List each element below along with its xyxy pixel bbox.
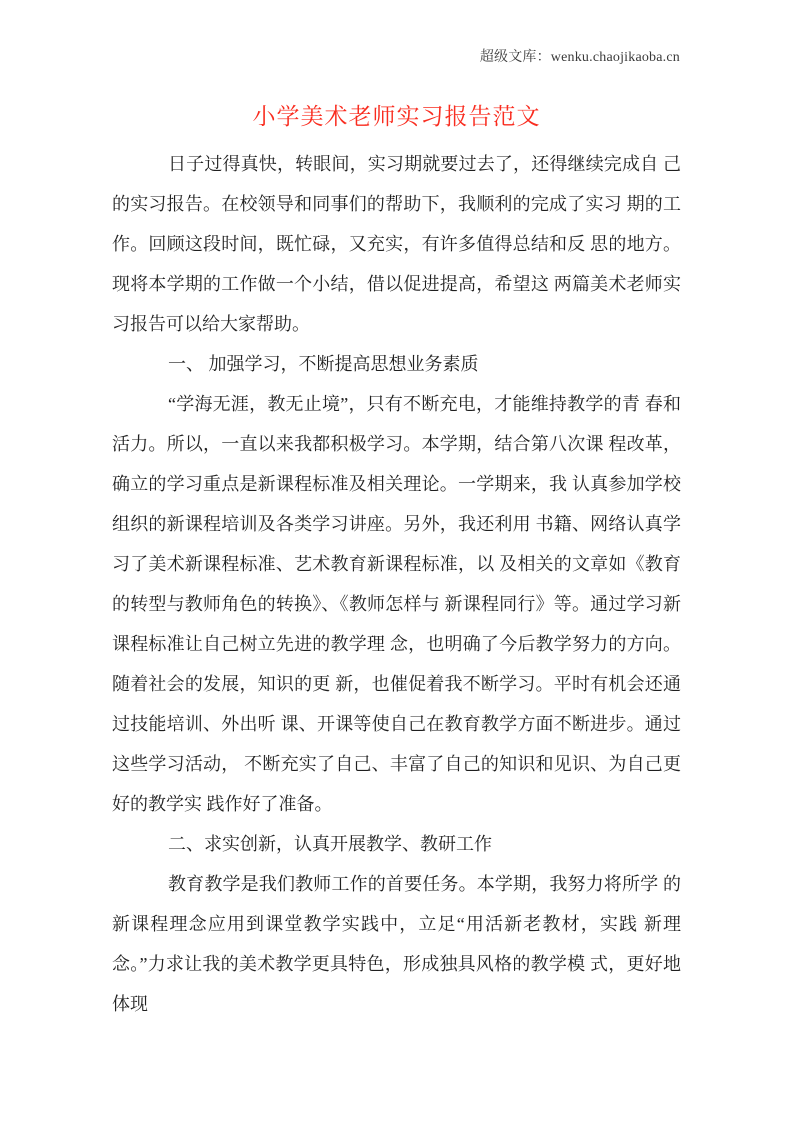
section-heading-1: 一、 加强学习，不断提高思想业务素质 bbox=[168, 354, 479, 374]
paragraph-section-2: 教育教学是我们教师工作的首要任务。本学期，我努力将所学 的新课程理念应用到课堂教学实践中，立足“用活新老教材，实践 新理念。”力求让我的美术教学更具特色，形成独具风格的教学模 式，更好地体现 bbox=[112, 874, 681, 1014]
paragraph-intro: 日子过得真快，转眼间，实习期就要过去了，还得继续完成自 己的实习报告。在校领导和同事们的帮助下，我顺利的完成了实习 期的工作。回顾这段时间，既忙碌，又充实，有许多值得总结和反 思的地方。现将本学期的工作做一个小结，借以促进提高，希望这 两篇美术老师实习报告可以给大家帮助。 bbox=[112, 154, 681, 334]
paragraph-section-1: “学海无涯，教无止境”，只有不断充电，才能维持教学的青 春和活力。所以，一直以来我都积极学习。本学期，结合第八次课 程改革，确立的学习重点是新课程标准及相关理论。一学期来，我 认真参加学校组织的新课程培训及各类学习讲座。另外，我还利用 书籍、网络认真学习了美术新课程标准、艺术教育新课程标准，以 及相关的文章如《教育的转型与教师角色的转换》、《教师怎样与 新课程同行》等。通过学习新课程标准让自己树立先进的教学理 念，也明确了今后教学努力的方向。随着社会的发展，知识的更 新，也催促着我不断学习。平时有机会还通过技能培训、外出听 课、开课等使自己在教育教学方面不断进步。通过这些学习活动， 不断充实了自己、丰富了自己的知识和见识、为自己更好的教学实 践作好了准备。 bbox=[112, 394, 681, 814]
document-body bbox=[112, 144, 681, 1024]
page-header bbox=[0, 0, 793, 66]
watermark-text: 超级文库：wenku.chaojikaoba.cn bbox=[479, 50, 680, 65]
page-title: 小学美术老师实习报告范文 bbox=[252, 104, 541, 129]
section-heading-2: 二、求实创新，认真开展教学、教研工作 bbox=[168, 834, 492, 854]
